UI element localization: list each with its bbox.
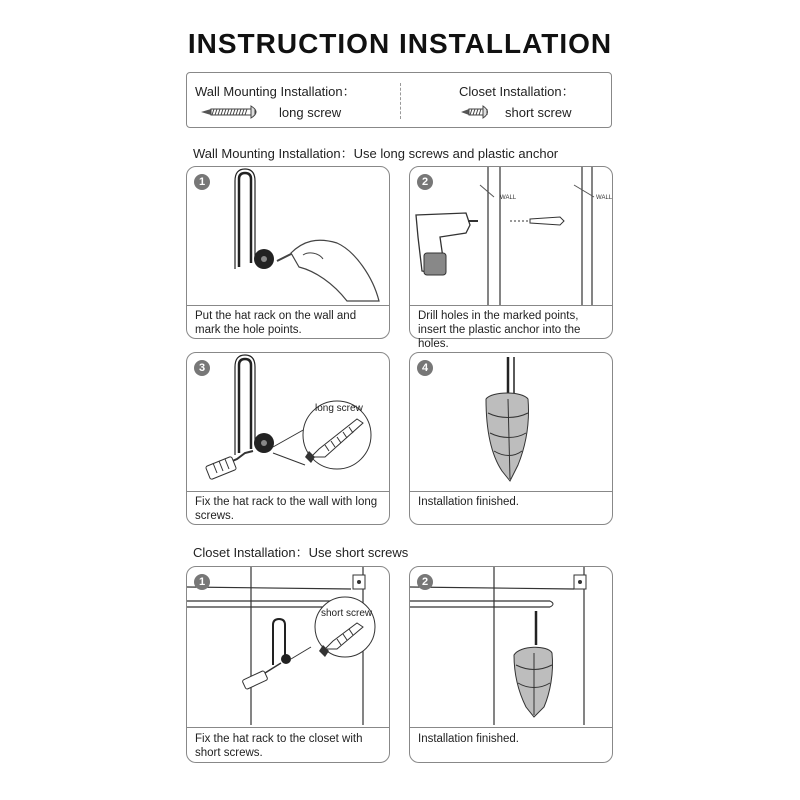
legend-closet-screw: short screw [505, 105, 572, 120]
legend-wall-label: Wall Mounting Installation： [195, 84, 356, 99]
caption-divider [410, 727, 612, 728]
step-number-badge: 1 [194, 574, 210, 590]
wall-step-1-illustration [187, 167, 389, 307]
short-screw-icon [459, 105, 495, 119]
step-number-badge: 2 [417, 574, 433, 590]
legend-wall-screw: long screw [279, 105, 342, 120]
wall-step-3-panel [186, 352, 390, 525]
wall-step-4-caption: Installation finished. [418, 496, 520, 508]
caption-divider [410, 491, 612, 492]
closet-step-2-caption: Installation finished. [418, 733, 520, 745]
caption-divider [187, 305, 389, 306]
wall-label-b: WALL [596, 195, 613, 201]
wall-step-1-panel [186, 166, 390, 339]
step-number-badge: 1 [194, 174, 210, 190]
wall-step-3-caption: Fix the hat rack to the wall with long screws. [195, 496, 378, 522]
closet-section-heading: Closet Installation：Use short screws [193, 545, 409, 560]
wall-step-3-illustration [187, 353, 389, 493]
long-screw-icon [199, 105, 263, 119]
step-number-badge: 2 [417, 174, 433, 190]
caption-divider [187, 491, 389, 492]
long-screw-callout: long screw [315, 403, 363, 414]
wall-step-2-caption: Drill holes in the marked points, insert the plastic anchor into the holes. [418, 310, 581, 350]
closet-step-1-panel [186, 566, 390, 763]
closet-step-1-illustration [187, 567, 389, 727]
wall-label-a: WALL [500, 195, 517, 201]
page-title: INSTRUCTION INSTALLATION [187, 28, 613, 59]
screw-legend [186, 72, 612, 128]
legend-divider [400, 83, 401, 119]
step-number-badge: 4 [417, 360, 433, 376]
caption-divider [410, 305, 612, 306]
wall-step-2-illustration [410, 167, 612, 307]
caption-divider [187, 727, 389, 728]
wall-step-2-panel [409, 166, 613, 350]
wall-step-4-illustration [410, 353, 612, 493]
closet-step-1-caption: Fix the hat rack to the closet with short screws. [195, 733, 363, 759]
wall-step-1-caption: Put the hat rack on the wall and mark the hole points. [195, 310, 357, 336]
wall-section-heading: Wall Mounting Installation：Use long screws and plastic anchor [193, 146, 559, 161]
wall-step-4-panel [409, 352, 613, 525]
closet-step-2-panel [409, 566, 613, 763]
closet-step-2-illustration [410, 567, 612, 727]
short-screw-callout: short screw [321, 608, 373, 619]
step-number-badge: 3 [194, 360, 210, 376]
legend-closet-label: Closet Installation： [459, 84, 575, 99]
